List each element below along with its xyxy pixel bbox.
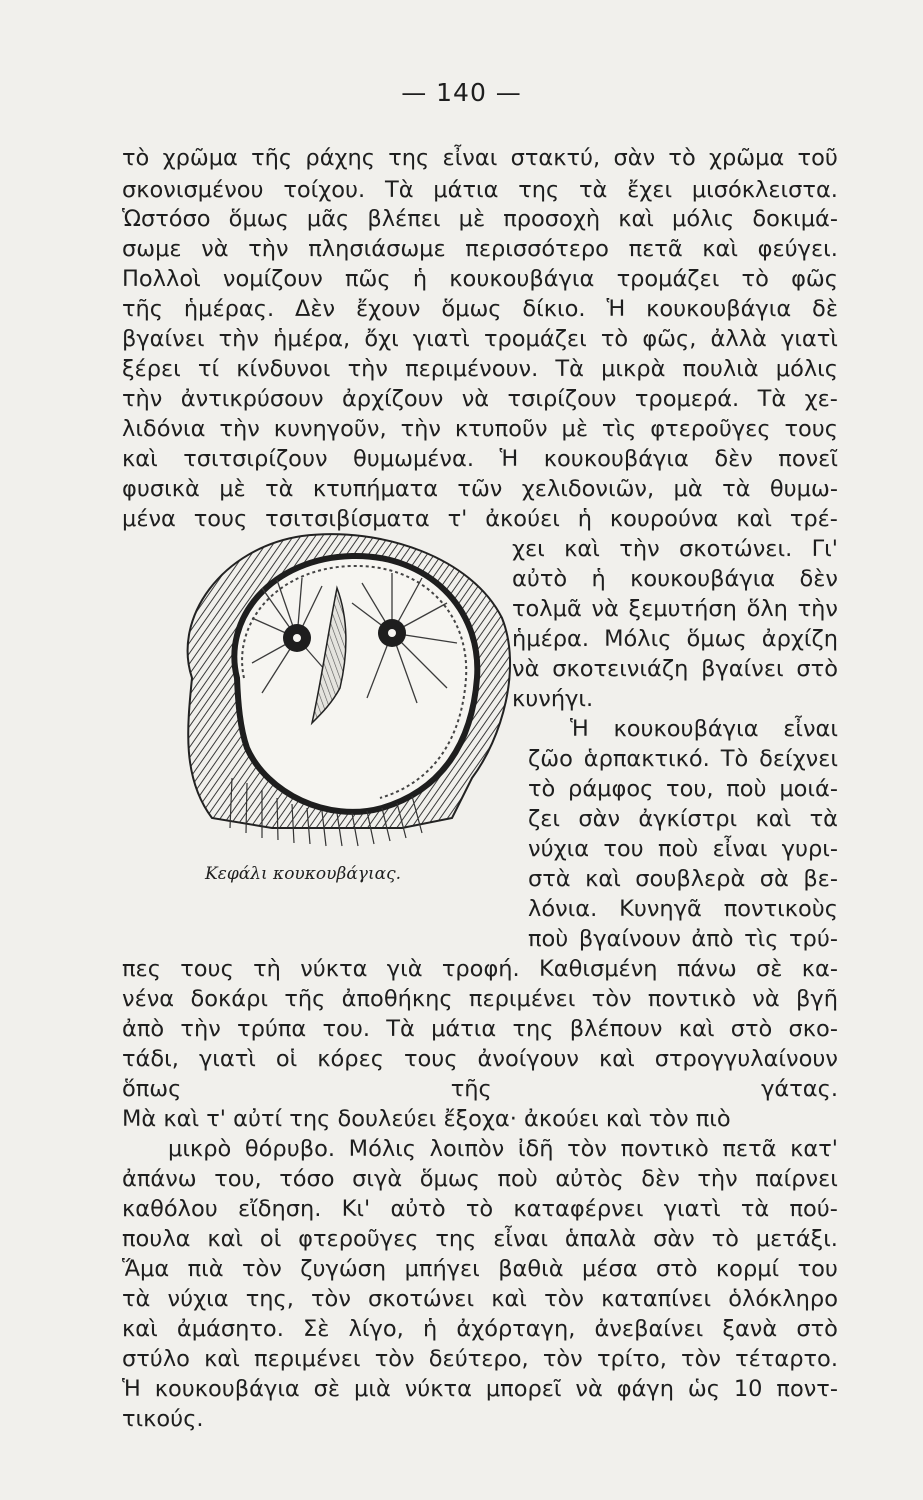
text-line: βγαίνει τὴν ἡμέρα, ὄχι γιατὶ τρομάζει τὸ φῶς, ἀλλὰ γιατὶ: [122, 326, 838, 352]
text-line: νύχια του ποὺ εἶναι γυρι-: [528, 836, 838, 862]
text-line: αὐτὸ ἡ κουκουβάγια δὲν: [512, 566, 838, 592]
text-line: στύλο καὶ περιμένει τὸν δεύτερο, τὸν τρίτο, τὸν τέταρτο.: [122, 1346, 838, 1372]
text-line: Ἅμα πιὰ τὸν ζυγώση μπήγει βαθιὰ μέσα στὸ κορμί του: [122, 1256, 838, 1282]
text-line: τικούς.: [122, 1406, 204, 1432]
text-line: νὰ σκοτεινιάζη βγαίνει στὸ: [512, 656, 838, 682]
text-line: στὰ καὶ σουβλερὰ σὰ βε-: [528, 866, 838, 892]
text-line: λόνια. Κυνηγᾶ ποντικοὺς: [528, 896, 838, 922]
text-line: τὸ ράμφος του, ποὺ μοιά-: [528, 776, 838, 802]
text-line: ἀπὸ τὴν τρύπα του. Τὰ μάτια της βλέπουν καὶ στὸ σκο-: [122, 1016, 838, 1042]
text-line: σκονισμένου τοίχου. Τὰ μάτια της τὰ ἔχει μισόκλειστα.: [122, 177, 838, 203]
text-line: Μὰ καὶ τ' αὐτί της δουλεύει ἔξοχα· ἀκούει καὶ τὸν πιὸ: [122, 1106, 731, 1132]
text-line: καθόλου εἴδηση. Κι' αὐτὸ τὸ καταφέρνει γιατὶ τὰ πού-: [122, 1196, 838, 1222]
text-line: φυσικὰ μὲ τὰ κτυπήματα τῶν χελιδονιῶν, μὰ τὰ θυμω-: [122, 476, 838, 502]
text-line: τολμᾶ νὰ ξεμυτήση ὅλη τὴν: [512, 596, 838, 622]
figure-caption: Κεφάλι κουκουβάγιας.: [205, 864, 402, 884]
text-line: κυνήγι.: [512, 686, 594, 712]
text-line: ὅπως τῆς γάτας.: [122, 1076, 838, 1102]
text-line: τάδι, γιατὶ οἱ κόρες τους ἀνοίγουν καὶ στρογγυλαίνουν: [122, 1046, 838, 1072]
text-line: ἡμέρα. Μόλις ὅμως ἀρχίζη: [512, 626, 838, 652]
text-line: καὶ ἀμάσητο. Σὲ λίγο, ἡ ἀχόρταγη, ἀνεβαίνει ξανὰ στὸ: [122, 1316, 838, 1342]
text-line: μένα τους τσιτσιβίσματα τ' ἀκούει ἡ κουρούνα καὶ τρέ-: [122, 506, 838, 532]
text-line: Ὡστόσο ὅμως μᾶς βλέπει μὲ προσοχὴ καὶ μόλις δοκιμά-: [122, 206, 838, 232]
text-line: σωμε νὰ τὴν πλησιάσωμε περισσότερο πετᾶ καὶ φεύγει.: [122, 236, 838, 262]
text-line: τῆς ἡμέρας. Δὲν ἔχουν ὅμως δίκιο. Ἡ κουκουβάγια δὲ: [122, 296, 838, 322]
text-line: τὰ νύχια της, τὸν σκοτώνει καὶ τὸν καταπίνει ὁλόκληρο: [122, 1286, 838, 1312]
text-line: τὴν ἀντικρύσουν ἀρχίζουν νὰ τσιρίζουν τρομερά. Τὰ χε-: [122, 386, 838, 412]
text-line: τὸ χρῶμα τῆς ράχης της εἶναι στακτύ, σὰν τὸ χρῶμα τοῦ: [122, 145, 838, 171]
text-line: χει καὶ τὴν σκοτώνει. Γι': [512, 536, 838, 562]
text-line: ἀπάνω του, τόσο σιγὰ ὅμως ποὺ αὐτὸς δὲν τὴν παίρνει: [122, 1166, 838, 1192]
text-line: νένα δοκάρι τῆς ἀποθήκης περιμένει τὸν ποντικὸ νὰ βγῆ: [122, 986, 838, 1012]
text-line: Ἡ κουκουβάγια εἶναι: [570, 716, 838, 742]
text-line: λιδόνια τὴν κυνηγοῦν, τὴν κτυποῦν μὲ τὶς φτεροῦγες τους: [122, 416, 838, 442]
text-line: πες τους τὴ νύκτα γιὰ τροφή. Καθισμένη πάνω σὲ κα-: [122, 956, 838, 982]
page-number: — 140 —: [401, 78, 522, 107]
text-line: Ἡ κουκουβάγια σὲ μιὰ νύκτα μπορεῖ νὰ φάγη ὡς 10 ποντ-: [122, 1376, 838, 1402]
text-line: Πολλοὶ νομίζουν πῶς ἡ κουκουβάγια τρομάζει τὸ φῶς: [122, 266, 838, 292]
text-line: ποὺ βγαίνουν ἀπὸ τὶς τρύ-: [528, 926, 838, 952]
text-line: πουλα καὶ οἱ φτεροῦγες της εἶναι ἁπαλὰ σὰν τὸ μετάξι.: [122, 1226, 838, 1252]
text-line: μικρὸ θόρυβο. Μόλις λοιπὸν ἰδῆ τὸν ποντικὸ πετᾶ κατ': [168, 1136, 838, 1162]
owl-head-illustration: [152, 528, 524, 860]
text-line: ξέρει τί κίνδυνοι τὴν περιμένουν. Τὰ μικρὰ πουλιὰ μόλις: [122, 356, 838, 382]
text-line: καὶ τσιτσιρίζουν θυμωμένα. Ἡ κουκουβάγια δὲν πονεῖ: [122, 446, 838, 472]
text-line: ζῶο ἁρπακτικό. Τὸ δείχνει: [528, 746, 838, 772]
text-line: ζει σὰν ἀγκίστρι καὶ τὰ: [528, 806, 838, 832]
